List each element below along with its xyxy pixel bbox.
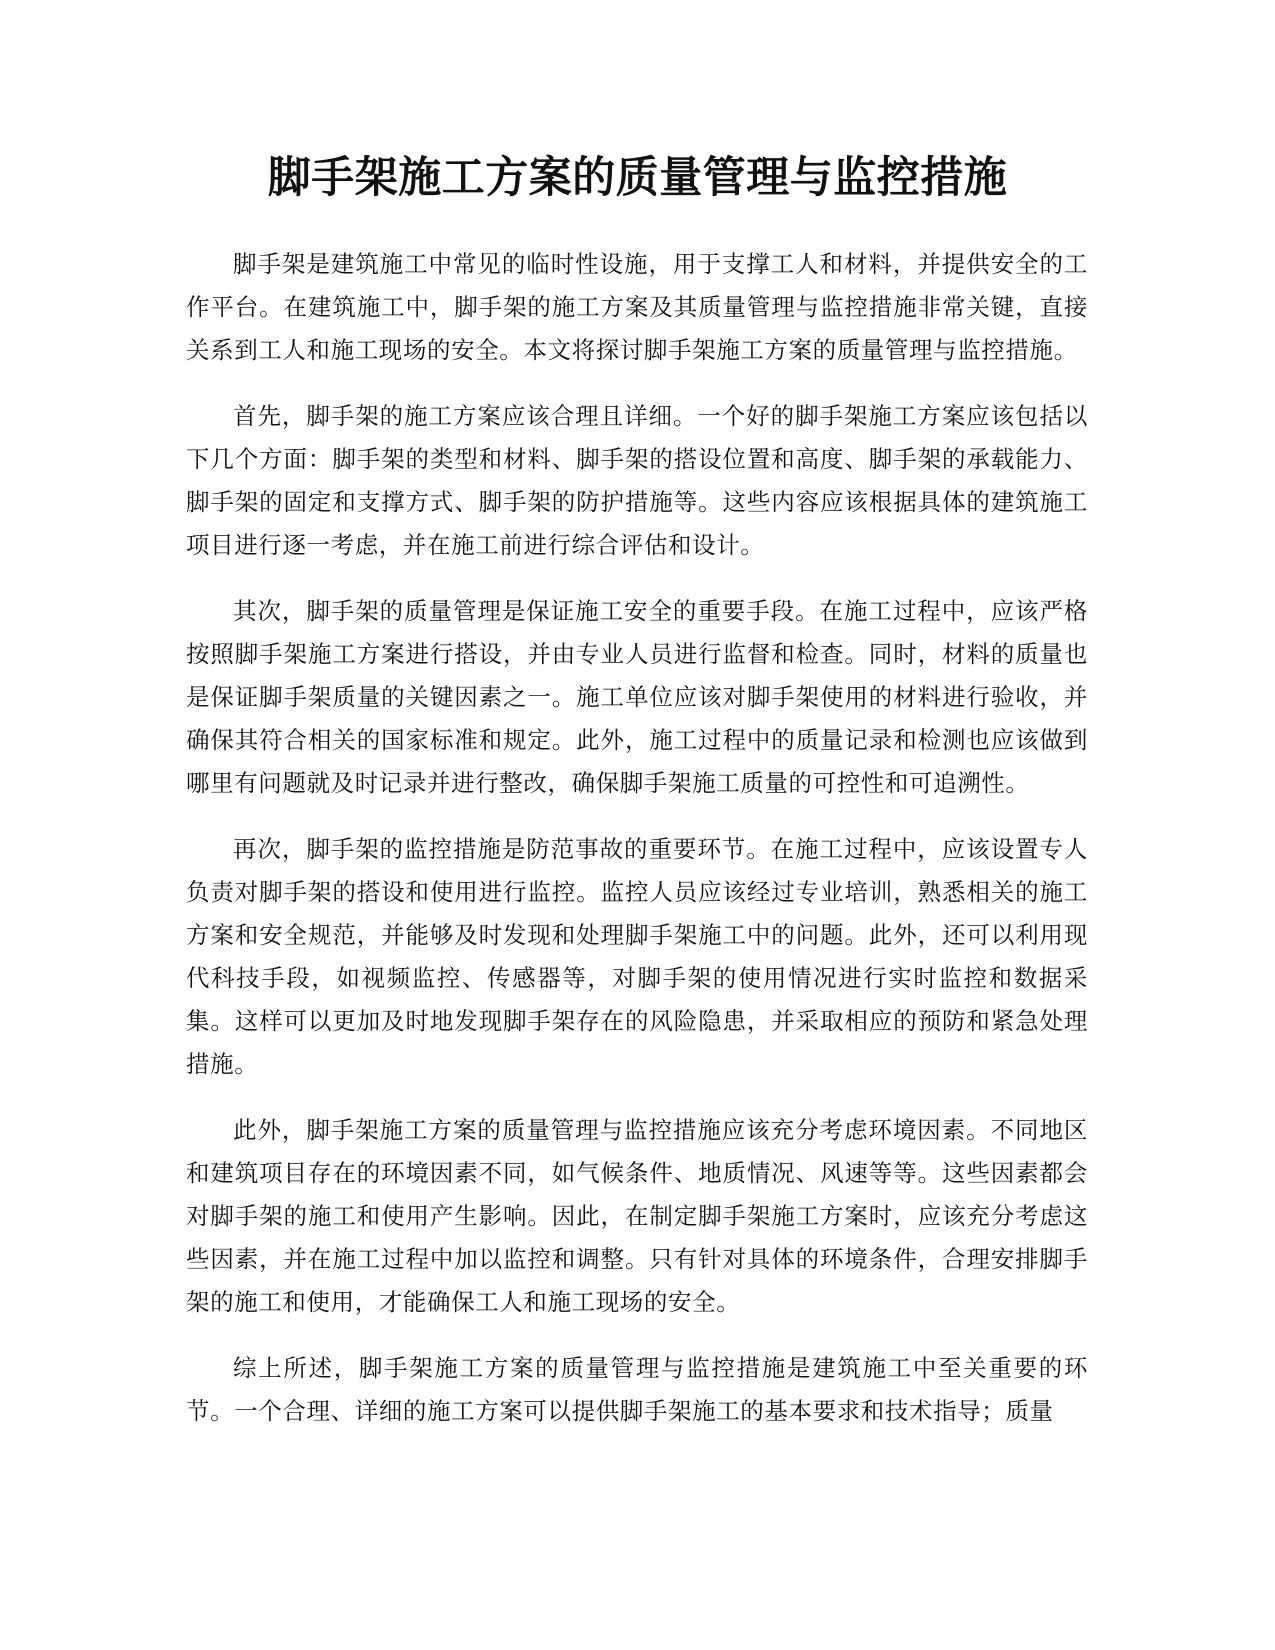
document-body (186, 243, 1088, 1456)
paragraph-intro: 脚手架是建筑施工中常见的临时性设施，用于支撑工人和材料，并提供安全的工作平台。在建筑施工中，脚手架的施工方案及其质量管理与监控措施非常关键，直接关系到工人和施工现场的安全。本文将探讨脚手架施工方案的质量管理与监控措施。 (186, 250, 1088, 364)
document-title: 脚手架施工方案的质量管理与监控措施 (267, 153, 1008, 203)
paragraph-first: 首先，脚手架的施工方案应该合理且详细。一个好的脚手架施工方案应该包括以下几个方面：脚手架的类型和材料、脚手架的搭设位置和高度、脚手架的承载能力、脚手架的固定和支撑方式、脚手架的防护措施等。这些内容应该根据具体的建筑施工项目进行逐一考虑，并在施工前进行综合评估和设计。 (186, 402, 1088, 559)
paragraph-environment: 此外，脚手架施工方案的质量管理与监控措施应该充分考虑环境因素。不同地区和建筑项目存在的环境因素不同，如气候条件、地质情况、风速等等。这些因素都会对脚手架的施工和使用产生影响。因此，在制定脚手架施工方案时，应该充分考虑这些因素，并在施工过程中加以监控和调整。只有针对具体的环境条件，合理安排脚手架的施工和使用，才能确保工人和施工现场的安全。 (186, 1116, 1088, 1316)
paragraph-second: 其次，脚手架的质量管理是保证施工安全的重要手段。在施工过程中，应该严格按照脚手架施工方案进行搭设，并由专业人员进行监督和检查。同时，材料的质量也是保证脚手架质量的关键因素之一。施工单位应该对脚手架使用的材料进行验收，并确保其符合相关的国家标准和规定。此外，施工过程中的质量记录和检测也应该做到哪里有问题就及时记录并进行整改，确保脚手架施工质量的可控性和可追溯性。 (186, 597, 1088, 797)
paragraph-third: 再次，脚手架的监控措施是防范事故的重要环节。在施工过程中，应该设置专人负责对脚手架的搭设和使用进行监控。监控人员应该经过专业培训，熟悉相关的施工方案和安全规范，并能够及时发现和处理脚手架施工中的问题。此外，还可以利用现代科技手段，如视频监控、传感器等，对脚手架的使用情况进行实时监控和数据采集。这样可以更加及时地发现脚手架存在的风险隐患，并采取相应的预防和紧急处理措施。 (186, 835, 1088, 1078)
paragraph-summary: 综上所述，脚手架施工方案的质量管理与监控措施是建筑施工中至关重要的环节。一个合理、详细的施工方案可以提供脚手架施工的基本要求和技术指导；质量 (186, 1354, 1088, 1425)
